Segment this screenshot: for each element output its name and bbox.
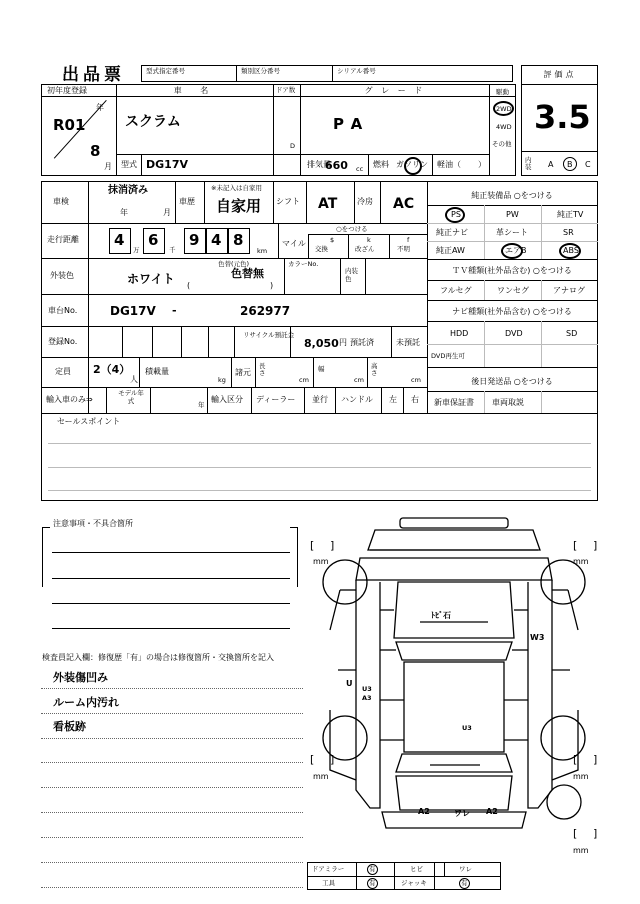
capacity-value: 2（4） xyxy=(93,363,131,376)
mileage-label: 走行距離 xyxy=(47,235,79,244)
navi-hdd: HDD xyxy=(450,329,469,338)
bracket-br-open: [ xyxy=(573,753,578,766)
bracket-spare-close: ] xyxy=(593,827,598,840)
mark-a3: A3 xyxy=(362,694,372,702)
legend-circle-1 xyxy=(367,864,378,875)
meter-s: $ xyxy=(330,236,335,244)
recycle-label: リサイクル預託金 xyxy=(243,331,295,339)
navi-dvd-play: DVD再生可 xyxy=(431,352,465,360)
equip-pw: PW xyxy=(506,210,519,219)
height-label: 高さ xyxy=(371,362,378,378)
drive-label: 駆動 xyxy=(496,88,509,96)
shift-label: シフト xyxy=(276,197,300,206)
legend-hibi: ヒビ xyxy=(410,865,423,873)
note-line-2: ルーム内汚れ xyxy=(53,696,119,709)
equip-abs: ABS xyxy=(563,246,579,255)
car-name-label: 車 名 xyxy=(173,86,217,95)
model-value: DG17V xyxy=(146,158,188,171)
cert-number-row xyxy=(141,65,513,82)
bracket-tl-open: [ xyxy=(310,539,315,552)
displacement-label: 排気量 xyxy=(307,160,331,169)
drive-selected-circle xyxy=(493,101,514,116)
inspection-value: 抹消済み xyxy=(108,185,148,196)
first-reg-label: 初年度登録 xyxy=(47,86,87,95)
chassis-dash: - xyxy=(172,304,177,317)
history-note: ※未記入は自家用 xyxy=(211,184,262,192)
height-unit: cm xyxy=(411,376,421,384)
drive-other: その他 xyxy=(492,140,512,148)
shift-value: AT xyxy=(318,196,338,212)
meter-f: f xyxy=(407,236,410,244)
right-label: 右 xyxy=(411,395,419,404)
mm-tl: mm xyxy=(313,557,329,566)
inspector-title: 検査員記入欄：修復歴「有」の場合は修復箇所・交換箇所を記入 xyxy=(42,653,274,662)
equip-ps: PS xyxy=(451,210,461,219)
ac-label: 冷房 xyxy=(357,197,373,206)
mark-chip: ﾄﾋﾞ石 xyxy=(431,611,451,620)
bracket-tr-close: ] xyxy=(593,539,598,552)
dims-label: 諸元 xyxy=(235,368,251,377)
model-year-unit: 年 xyxy=(198,401,205,409)
exterior-color-value: ホワイト xyxy=(127,272,175,286)
sales-points-label: セールスポイント xyxy=(57,417,121,426)
mileage-man: 万 xyxy=(133,246,140,254)
color-change-label: 色替(元色) xyxy=(218,260,250,268)
door-suffix: D xyxy=(290,142,296,150)
recycle-unpaid: 未預託 xyxy=(396,338,420,347)
reg-no-label: 登録No. xyxy=(48,337,78,346)
fuel-label: 燃料 xyxy=(373,160,389,169)
year-unit: 年 xyxy=(96,103,104,112)
load-unit: kg xyxy=(218,376,226,384)
equip-aw: 純正AW xyxy=(436,246,465,255)
equip-leather: 革シート xyxy=(496,228,528,237)
aftermarket-warranty: 新車保証書 xyxy=(434,398,474,407)
interior-color-label: 内装色 xyxy=(345,267,358,283)
legend-door-mirror: ドアミラー xyxy=(312,865,345,873)
interior-selected-circle xyxy=(563,157,577,171)
color-paren-close: ) xyxy=(270,281,274,290)
tv-type-title: ＴＶ種類(社外品含む) ○をつける xyxy=(452,266,572,275)
legend-mark-3: 有 xyxy=(461,879,468,887)
equip-tv: 純正TV xyxy=(557,210,584,219)
bracket-tl-close: ] xyxy=(330,539,335,552)
form-title: 出品票 xyxy=(62,65,125,85)
grade-value: PA xyxy=(333,115,371,133)
meter-exchange: 交換 xyxy=(315,245,328,253)
history-label: 車歴 xyxy=(179,197,195,206)
mileage-digit-2: 6 xyxy=(148,231,159,249)
meter-tamper: 改ざん xyxy=(355,245,375,253)
capacity-label: 定員 xyxy=(55,367,71,376)
mileage-digit-1: 4 xyxy=(114,231,125,249)
equip-ps-circle xyxy=(445,207,465,223)
mileage-digit-5: 8 xyxy=(233,231,244,249)
interior-label: 内装 xyxy=(525,156,532,172)
door-count-label: ドア数 xyxy=(276,86,296,94)
mm-tr: mm xyxy=(573,557,589,566)
color-change-value: 色替無 xyxy=(231,267,264,280)
mark-u: U xyxy=(346,679,353,688)
chassis-number: 262977 xyxy=(240,304,291,318)
bracket-br-close: ] xyxy=(593,753,598,766)
tv-analog: アナログ xyxy=(553,286,585,295)
score-value: 3.5 xyxy=(534,98,591,136)
legend-mark-1: 有 xyxy=(369,865,376,873)
displacement-value: 660 xyxy=(325,159,348,172)
meter-unknown: 不明 xyxy=(397,245,410,253)
mm-spare: mm xyxy=(573,846,589,855)
model-label: 型式 xyxy=(121,160,137,169)
parallel-label: 並行 xyxy=(312,395,328,404)
bracket-tr-open: [ xyxy=(573,539,578,552)
recycle-paid: 預託済 xyxy=(350,338,374,347)
tv-fullseg: フルセグ xyxy=(440,286,472,295)
serial-label: シリアル番号 xyxy=(337,67,376,75)
model-cert-label: 型式指定番号 xyxy=(146,67,185,75)
tv-oneseg: ワンセグ xyxy=(497,286,529,295)
equip-sr: SR xyxy=(563,228,574,237)
history-value: 自家用 xyxy=(216,197,262,215)
aftermarket-manual: 車両取説 xyxy=(492,398,524,407)
mm-bl: mm xyxy=(313,772,329,781)
equip-navi: 純正ナビ xyxy=(436,228,468,237)
recycle-unit: 円 xyxy=(339,338,347,347)
legend-jack: ジャッキ xyxy=(401,879,427,887)
fuel-close: ） xyxy=(478,160,486,169)
mileage-digit-4: 4 xyxy=(211,231,222,249)
drive-2wd: 2WD xyxy=(496,105,512,113)
capacity-unit: 人 xyxy=(130,375,138,384)
mark-a2-right: A2 xyxy=(486,807,498,816)
inspection-month: 月 xyxy=(163,208,171,217)
import-category-label: 輸入区分 xyxy=(211,395,243,404)
mark-u3-b: U3 xyxy=(462,724,472,732)
grade-c: C xyxy=(585,160,591,169)
month-unit: 月 xyxy=(104,162,112,171)
note-line-1: 外装傷凹み xyxy=(53,671,108,684)
fuel-selected-circle xyxy=(404,157,422,175)
mark-w3: W3 xyxy=(530,633,545,642)
inspection-year: 年 xyxy=(120,208,128,217)
equip-abs-circle xyxy=(559,243,581,259)
grade-b: B xyxy=(567,160,573,169)
equip-airbag-circle xyxy=(501,243,523,259)
mileage-sen: 千 xyxy=(169,246,176,254)
meter-k: k xyxy=(367,236,371,244)
drive-4wd: 4WD xyxy=(496,123,512,131)
width-unit: cm xyxy=(354,376,364,384)
category-label: 類別区分番号 xyxy=(241,67,280,75)
car-name-value: スクラム xyxy=(125,114,181,130)
grade-label: グ レ ー ド xyxy=(364,86,426,95)
fuel-gasoline: ガソリン xyxy=(396,160,428,169)
navi-type-title: ナビ種類(社外品含む) ○をつける xyxy=(452,307,572,316)
legend-circle-2 xyxy=(367,878,378,889)
length-label: 長さ xyxy=(259,362,266,378)
reg-year-value: R01 xyxy=(53,116,86,134)
chassis-prefix: DG17V xyxy=(110,304,156,318)
left-label: 左 xyxy=(389,395,397,404)
mark-crack: ワレ xyxy=(454,809,470,818)
legend-tools: 工具 xyxy=(322,879,335,887)
mileage-digit-3: 9 xyxy=(189,231,200,249)
genuine-equipment-title: 純正装備品 ○をつける xyxy=(471,191,553,200)
equip-airbag: エアB xyxy=(505,246,527,255)
meter-circle-note: ○をつける xyxy=(336,225,368,233)
model-year-label: モデル年式 xyxy=(118,389,144,405)
aftermarket-title: 後日発送品 ○をつける xyxy=(471,377,553,386)
dealer-label: ディーラー xyxy=(256,395,296,404)
length-unit: cm xyxy=(299,376,309,384)
reg-month-value: 8 xyxy=(90,142,101,160)
bracket-bl-open: [ xyxy=(310,753,315,766)
score-label: 評価点 xyxy=(543,70,577,79)
fuel-diesel: 軽油（ xyxy=(437,160,461,169)
mm-br: mm xyxy=(573,772,589,781)
color-no-label: カラーNo. xyxy=(288,260,319,268)
ac-value: AC xyxy=(393,196,415,212)
bracket-spare-open: [ xyxy=(573,827,578,840)
legend-mark-2: 有 xyxy=(369,879,376,887)
bracket-bl-close: ] xyxy=(330,753,335,766)
legend-ware: ワレ xyxy=(459,865,472,873)
handle-label: ハンドル xyxy=(341,395,373,404)
color-paren-open: ( xyxy=(187,281,191,290)
legend-circle-3 xyxy=(459,878,470,889)
note-line-3: 看板跡 xyxy=(53,720,86,733)
notes-title: 注意事項・不具合箇所 xyxy=(53,519,133,528)
mark-a2-left: A2 xyxy=(418,807,430,816)
load-label: 積載量 xyxy=(145,367,169,376)
mark-u3-a: U3 xyxy=(362,685,372,693)
exterior-color-label: 外装色 xyxy=(50,271,74,280)
width-label: 幅 xyxy=(318,365,325,373)
mile-label: マイル xyxy=(282,239,306,248)
import-label: 輸入車のみ⇒ xyxy=(46,395,93,404)
navi-sd: SD xyxy=(566,329,578,338)
recycle-value: 8,050 xyxy=(304,337,339,350)
inspection-label: 車検 xyxy=(53,197,69,206)
navi-dvd: DVD xyxy=(505,329,523,338)
chassis-label: 車台No. xyxy=(48,306,78,315)
mileage-unit: km xyxy=(257,247,268,255)
displacement-unit: cc xyxy=(356,165,364,173)
grade-a: A xyxy=(548,160,554,169)
